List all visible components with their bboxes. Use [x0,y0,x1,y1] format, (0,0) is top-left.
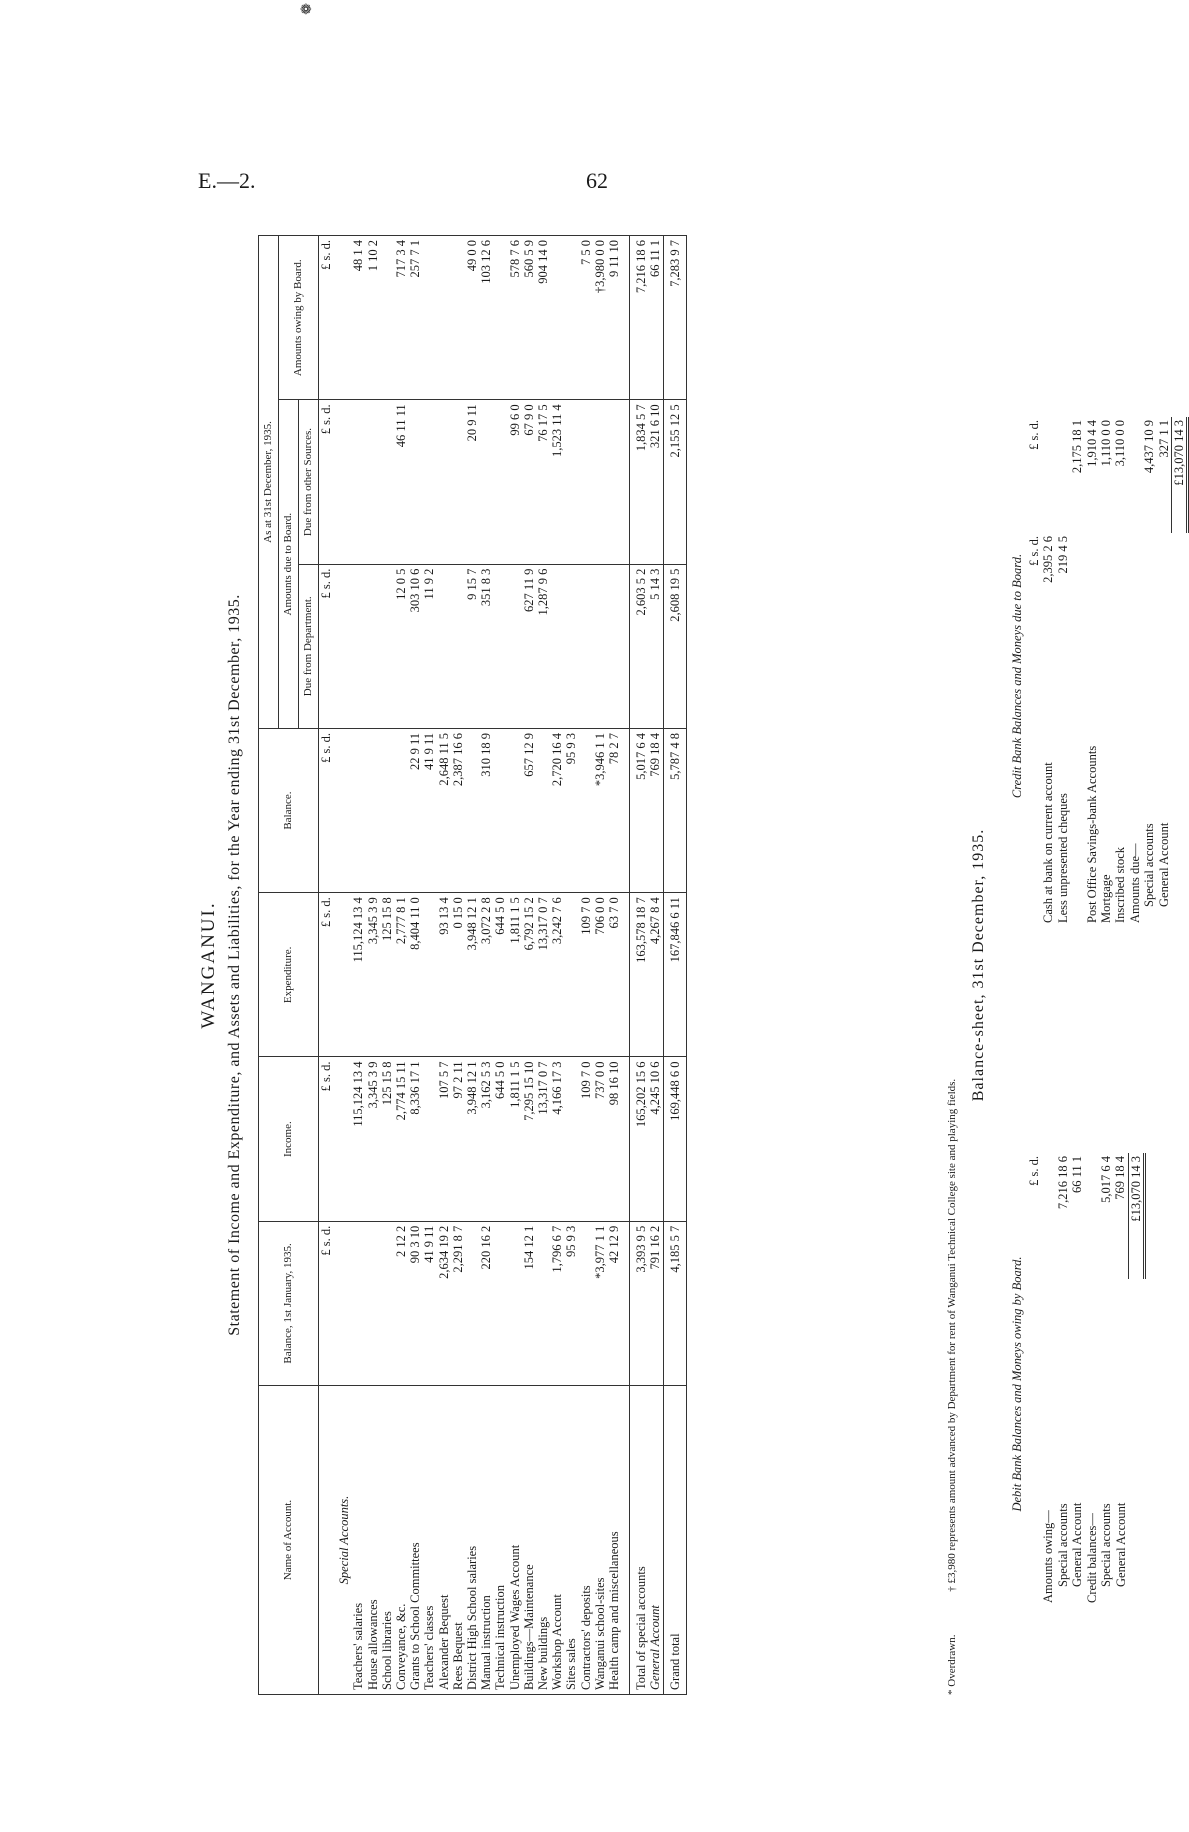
table-row [394,236,408,1695]
amount-cell: 2,634 19 2 [437,1221,451,1385]
units-label: £ s. d. [319,236,334,400]
amount-cell [579,400,593,564]
credit-row [1113,417,1127,935]
amount-cell: 1,796 6 7 [550,1221,564,1385]
amount-cell: 20 9 11 [465,400,479,564]
credit-amount [1099,533,1113,639]
balance-sheet-credit [1010,417,1189,935]
credit-amount [1113,533,1127,639]
amount-cell: 644 5 0 [493,893,507,1057]
amount-cell [437,564,451,728]
amount-cell: 115,124 13 4 [351,1057,365,1221]
amount-cell: 90 3 10 [408,1221,422,1385]
col-balance-closing: Balance. [259,728,319,892]
amount-cell: 5 14 3 [648,564,663,728]
account-name: Workshop Account [550,1386,564,1695]
account-name: Alexander Bequest [437,1386,451,1695]
amount-cell [579,728,593,892]
special-accounts-heading-row [333,236,351,1695]
amount-cell [550,564,564,728]
amount-cell: 103 12 6 [479,236,493,400]
credit-table [1027,417,1189,935]
units-label: £ s. d. [319,400,334,564]
amount-cell [493,1221,507,1385]
credit-total: £13,070 14 3 [1172,417,1188,533]
col-due-to-board: Amounts due to Board. [279,400,299,729]
amount-cell: 98 16 10 [607,1057,621,1221]
units-label: £ s. d. [319,893,334,1057]
table-row [593,236,607,1695]
debit-row [1070,1153,1084,1615]
grand-total-row [663,236,686,1695]
credit-row [1041,417,1055,935]
amount-cell: 627 11 9 [522,564,536,728]
special-accounts-heading: Special Accounts. [333,1386,351,1695]
amount-cell: 8,336 17 1 [408,1057,422,1221]
amount-cell [579,1221,593,1385]
amount-cell [593,400,607,564]
amount-cell [380,1221,394,1385]
debit-row [1056,1153,1070,1615]
amount-cell: 42 12 9 [607,1221,621,1385]
table-row [550,236,564,1695]
statement-subtitle: Statement of Income and Expenditure, and Assets and Liabilities, for the Year ending 31st December, 1935. [226,594,243,1336]
account-name: Conveyance, &c. [394,1386,408,1695]
debit-label: Credit balances— [1084,1513,1099,1603]
credit-amount: 1,910 4 4 [1084,420,1099,467]
amount-cell: 657 12 9 [522,728,536,892]
amount-cell: 310 18 9 [479,728,493,892]
amount-cell: 93 13 4 [437,893,451,1057]
amount-cell: 5,017 6 4 [630,728,649,892]
amount-cell: 107 5 7 [437,1057,451,1221]
account-name: New buildings [536,1386,550,1695]
amount-cell: 2,777 8 1 [394,893,408,1057]
amount-cell: 0 15 0 [451,893,465,1057]
amount-cell: 7 5 0 [579,236,593,400]
footnote-dagger: † £3,980 represents amount advanced by Department for rent of Wanganui Technical College site and playing fields. [946,1078,958,1592]
amount-cell: 2,608 19 5 [663,564,686,728]
credit-row [1085,417,1099,935]
amount-cell: 11 9 2 [422,564,436,728]
credit-row [1157,417,1172,935]
col-as-at: As at 31st December, 1935. [259,236,279,729]
amount-cell [366,728,380,892]
amount-cell: 2,648 11 5 [437,728,451,892]
amount-cell [564,400,578,564]
balance-sheet-title: Balance-sheet, 31st December, 1935. [970,828,987,1102]
col-due-department: Due from Department. [299,564,319,728]
statement-title: WANGANUI. [198,901,219,1029]
table-row [564,236,578,1695]
debit-label: General Account [1113,1502,1128,1587]
amount-cell: 115,124 13 4 [351,893,365,1057]
credit-amount: 4,437 10 9 [1142,420,1157,474]
table-row [351,236,365,1695]
table-row [366,236,380,1695]
amount-cell [422,1057,436,1221]
statement-table [258,235,687,1695]
amount-cell [536,1221,550,1385]
credit-row [1056,417,1070,935]
credit-row [1070,417,1084,935]
balance-sheet-debit [1010,1153,1146,1615]
ornament-mark: ❁ [300,3,312,18]
col-expenditure: Expenditure. [259,893,319,1057]
amount-cell: 13,317 0 7 [536,1057,550,1221]
amount-cell: 644 5 0 [493,1057,507,1221]
credit-row [1099,417,1113,935]
amount-cell [394,728,408,892]
credit-heading: Credit Bank Balances and Moneys due to Board. [1010,553,1024,799]
account-name: Grand total [663,1386,686,1695]
amount-cell [536,728,550,892]
amount-cell [508,728,522,892]
debit-heading: Debit Bank Balances and Moneys owing by Board. [1010,1256,1024,1512]
debit-amount: 66 11 1 [1070,1156,1085,1194]
account-name: Buildings—Maintenance [522,1386,536,1695]
amount-cell [451,564,465,728]
amount-cell: 169,448 6 0 [663,1057,686,1221]
amount-cell [380,564,394,728]
amount-cell: *3,946 1 1 [593,728,607,892]
amount-cell: *3,977 1 1 [593,1221,607,1385]
credit-label [1070,639,1084,935]
amount-cell: 46 11 11 [394,400,408,564]
account-name: Teachers' classes [422,1386,436,1695]
credit-row [1142,417,1156,935]
table-row [451,236,465,1695]
amount-cell: 49 0 0 [465,236,479,400]
credit-amount: 1,110 0 0 [1099,420,1114,467]
credit-amount [1128,417,1142,533]
debit-amount [1085,1153,1099,1279]
debit-row [1041,1153,1055,1615]
units-label: £ s. d. [319,1057,334,1221]
debit-label: Amounts owing— [1041,1510,1056,1603]
amount-cell [366,1221,380,1385]
amount-cell: †3,980 0 0 [593,236,607,400]
amount-cell: 1,287 9 6 [536,564,550,728]
credit-amount [1085,533,1099,639]
table-row [522,236,536,1695]
amount-cell: 3,948 12 1 [465,893,479,1057]
amount-cell: 3,162 5 3 [479,1057,493,1221]
account-name: Wanganui school-sites [593,1386,607,1695]
amount-cell: 12 0 5 [394,564,408,728]
amount-cell: 1,811 1 5 [508,893,522,1057]
credit-amount: 3,110 0 0 [1113,420,1128,467]
amount-cell: 5,787 4 8 [663,728,686,892]
col-owing-by-board: Amounts owing by Board. [279,236,319,400]
credit-amount [1142,533,1156,639]
amount-cell: 125 15 8 [380,1057,394,1221]
amount-cell: 165,202 15 6 [630,1057,649,1221]
amount-cell [465,1221,479,1385]
amount-cell [366,400,380,564]
amount-cell [493,236,507,400]
credit-label: General Account [1156,822,1171,907]
amount-cell: 220 16 2 [479,1221,493,1385]
amount-cell [422,893,436,1057]
table-row [422,236,436,1695]
amount-cell: 109 7 0 [579,1057,593,1221]
amount-cell: 3,345 3 9 [366,893,380,1057]
credit-amount [1128,533,1142,639]
amount-cell [593,564,607,728]
account-name: Health camp and miscellaneous [607,1386,621,1695]
amount-cell: 257 7 1 [408,236,422,400]
debit-total: £13,070 14 3 [1128,1153,1144,1279]
amount-cell: 163,578 18 7 [630,893,649,1057]
account-name: Unemployed Wages Account [508,1386,522,1695]
amount-cell: 8,404 11 0 [408,893,422,1057]
amount-cell [493,728,507,892]
amount-cell: 109 7 0 [579,893,593,1057]
debit-row [1099,1153,1113,1615]
credit-label: Mortgage [1099,874,1114,923]
col-name: Name of Account. [259,1386,319,1695]
account-name: Grants to School Committees [408,1386,422,1695]
account-name: Total of special accounts [630,1386,649,1695]
footnote-overdrawn: * Overdrawn. [946,1634,958,1695]
debit-amount [1041,1153,1055,1279]
account-name: Technical instruction [493,1386,507,1695]
amount-cell [422,400,436,564]
amount-cell [564,893,578,1057]
amount-cell: 4,245 10 6 [648,1057,663,1221]
amount-cell: 2,774 15 11 [394,1057,408,1221]
amount-cell: 1 10 2 [366,236,380,400]
amount-cell: 4,166 17 3 [550,1057,564,1221]
debit-label: General Account [1070,1502,1085,1587]
amount-cell [479,400,493,564]
amount-cell [493,564,507,728]
amount-cell: 7,295 15 10 [522,1057,536,1221]
amount-cell [564,1057,578,1221]
amount-cell: 99 6 0 [508,400,522,564]
amount-cell: 76 17 5 [536,400,550,564]
amount-cell: 41 9 11 [422,1221,436,1385]
amount-cell: 706 0 0 [593,893,607,1057]
credit-units: £ s. d. [1027,420,1041,450]
col-due-other: Due from other Sources. [299,400,319,564]
credit-label: Post Office Savings-bank Accounts [1084,745,1099,923]
credit-amount: 2,175 18 1 [1070,420,1085,474]
amount-cell: 3,393 9 5 [630,1221,649,1385]
credit-amount: 219 4 5 [1055,536,1070,574]
amount-cell: 2,155 12 5 [663,400,686,564]
amount-cell: 3,072 2 8 [479,893,493,1057]
amount-cell: 78 2 7 [607,728,621,892]
debit-amount: 769 18 4 [1113,1156,1128,1200]
amount-cell [465,728,479,892]
amount-cell: 7,216 18 6 [630,236,649,400]
amount-cell [437,236,451,400]
debit-label: Special accounts [1099,1503,1114,1587]
total-special-row [630,236,649,1695]
amount-cell: 3,242 7 6 [550,893,564,1057]
amount-cell: 2,603 5 2 [630,564,649,728]
table-row [465,236,479,1695]
amount-cell: 303 10 6 [408,564,422,728]
amount-cell: 66 11 1 [648,236,663,400]
amount-cell: 791 16 2 [648,1221,663,1385]
amount-cell [351,1221,365,1385]
amount-cell: 95 9 3 [564,728,578,892]
debit-amount: 7,216 18 6 [1055,1156,1070,1210]
amount-cell: 167,846 6 11 [663,893,686,1057]
debit-table [1027,1153,1146,1615]
amount-cell [493,400,507,564]
credit-units: £ s. d. [1027,536,1041,566]
amount-cell: 63 7 0 [607,893,621,1057]
amount-cell: 2 12 2 [394,1221,408,1385]
statement-body [319,236,687,1695]
account-name: School libraries [380,1386,394,1695]
footnotes [946,1039,958,1695]
amount-cell [437,400,451,564]
table-row [508,236,522,1695]
table-row [536,236,550,1695]
credit-amount: 2,395 2 6 [1041,536,1056,583]
table-row [493,236,507,1695]
amount-cell [607,400,621,564]
amount-cell: 2,291 8 7 [451,1221,465,1385]
amount-cell [380,236,394,400]
page-reference: E.—2. [198,168,256,193]
amount-cell [564,236,578,400]
amount-cell: 9 15 7 [465,564,479,728]
spacer-row [621,236,630,1695]
debit-row [1113,1153,1128,1615]
amount-cell [451,236,465,400]
page-number: 62 [586,168,608,193]
amount-cell: 13,317 0 7 [536,893,550,1057]
credit-amount [1056,417,1070,533]
amount-cell: 717 3 4 [394,236,408,400]
amount-cell [564,564,578,728]
account-name: District High School salaries [465,1386,479,1695]
amount-cell: 1,834 5 7 [630,400,649,564]
amount-cell: 48 1 4 [351,236,365,400]
amount-cell: 3,345 3 9 [366,1057,380,1221]
amount-cell: 4,185 5 7 [663,1221,686,1385]
account-name: Manual instruction [479,1386,493,1695]
credit-amount: 327 1 1 [1156,420,1171,458]
col-balance-opening: Balance, 1st January, 1935. [259,1221,319,1385]
amount-cell [607,564,621,728]
amount-cell: 6,792 15 2 [522,893,536,1057]
amount-cell [422,236,436,400]
account-name: Rees Bequest [451,1386,465,1695]
amount-cell: 578 7 6 [508,236,522,400]
account-name: Contractors' deposits [579,1386,593,1695]
account-name: Sites sales [564,1386,578,1695]
table-row [437,236,451,1695]
credit-amount [1157,533,1172,639]
col-income: Income. [259,1057,319,1221]
amount-cell: 41 9 11 [422,728,436,892]
table-row [380,236,394,1695]
credit-label: Inscribed stock [1113,846,1128,923]
units-row [319,236,334,1695]
amount-cell: 3,948 12 1 [465,1057,479,1221]
debit-units: £ s. d. [1027,1156,1041,1186]
amount-cell: 737 0 0 [593,1057,607,1221]
account-name: General Account [648,1386,663,1695]
amount-cell: 125 15 8 [380,893,394,1057]
amount-cell: 7,283 9 7 [663,236,686,400]
units-label: £ s. d. [319,564,334,728]
credit-amount [1041,417,1055,533]
table-row [408,236,422,1695]
amount-cell [366,564,380,728]
amount-cell: 22 9 11 [408,728,422,892]
table-row [607,236,621,1695]
account-name: Teachers' salaries [351,1386,365,1695]
amount-cell [508,564,522,728]
amount-cell [451,400,465,564]
table-row [479,236,493,1695]
units-label: £ s. d. [319,1221,334,1385]
credit-amount [1070,533,1084,639]
amount-cell: 2,720 16 4 [550,728,564,892]
amount-cell [408,400,422,564]
amount-cell: 1,811 1 5 [508,1057,522,1221]
amount-cell: 1,523 11 4 [550,400,564,564]
debit-row [1085,1153,1099,1615]
amount-cell: 154 12 1 [522,1221,536,1385]
amount-cell: 904 14 0 [536,236,550,400]
credit-label: Cash at bank on current account [1041,762,1056,923]
credit-label: Special accounts [1142,823,1157,907]
rotated-statement [198,195,1187,1695]
credit-label: Amounts due— [1127,843,1142,923]
amount-cell: 4,267 8 4 [648,893,663,1057]
amount-cell: 321 6 10 [648,400,663,564]
amount-cell: 95 9 3 [564,1221,578,1385]
amount-cell [380,400,394,564]
credit-row [1128,417,1142,935]
amount-cell: 9 11 10 [607,236,621,400]
amount-cell: 97 2 11 [451,1057,465,1221]
amount-cell [380,728,394,892]
amount-cell [550,236,564,400]
account-name: House allowances [366,1386,380,1695]
amount-cell [579,564,593,728]
amount-cell: 2,387 16 6 [451,728,465,892]
credit-label: Less unpresented cheques [1055,793,1070,923]
debit-label: Special accounts [1055,1503,1070,1587]
amount-cell: 67 9 0 [522,400,536,564]
amount-cell: 769 18 4 [648,728,663,892]
amount-cell [351,400,365,564]
general-account-row [648,236,663,1695]
amount-cell [351,728,365,892]
amount-cell: 560 5 9 [522,236,536,400]
amount-cell [508,1221,522,1385]
units-label: £ s. d. [319,728,334,892]
debit-amount: 5,017 6 4 [1099,1156,1114,1203]
table-row [579,236,593,1695]
amount-cell: 351 8 3 [479,564,493,728]
amount-cell [351,564,365,728]
